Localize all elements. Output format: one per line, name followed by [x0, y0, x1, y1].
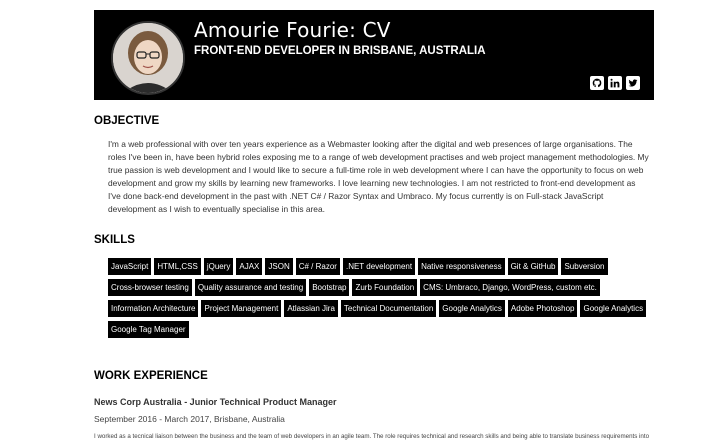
skill-tag: Atlassian Jira: [284, 300, 338, 317]
skill-tag: Adobe Photoshop: [508, 300, 578, 317]
skill-tag: CMS: Umbraco, Django, WordPress, custom etc.: [420, 279, 600, 296]
skill-tag: Zurb Foundation: [352, 279, 417, 296]
skill-tag: Technical Documentation: [341, 300, 436, 317]
tagline: FRONT-END DEVELOPER IN BRISBANE, AUSTRALIA: [194, 45, 486, 57]
skill-tag: .NET development: [343, 258, 415, 275]
skill-tag: Cross-browser testing: [108, 279, 192, 296]
skill-tag: Project Management: [201, 300, 281, 317]
objective-text: I'm a web professional with over ten years experience as a Webmaster looking after the digital and web presences of large organisations. The roles I've been in, have been hybrid roles exposing me to a range of web development practises and web project management methodologies. My true passion is web development and I would like to secure a full-time role in web development where I can have the opportunity to focus on web development and grow my skills by learning new frameworks. I love learning new technologies. I am not restricted to front-end development as I've done back-end development in the past with .NET C# / Razor Syntax and Umbraco. My focus currently is on Full-stack JavaScript development as I wish to eventually specialise in this area.: [108, 139, 649, 214]
skill-tag: HTML,CSS: [154, 258, 200, 275]
skill-tag: Quality assurance and testing: [195, 279, 306, 296]
skill-tag: Git & GitHub: [508, 258, 559, 275]
job-dates: September 2016 - March 2017, Brisbane, Australia: [94, 414, 285, 424]
skill-tag: Google Analytics: [580, 300, 646, 317]
skill-tag: jQuery: [204, 258, 234, 275]
work-heading: WORK EXPERIENCE: [94, 370, 208, 382]
cv-body: [94, 0, 654, 446]
skills-heading: SKILLS: [94, 234, 135, 246]
skill-tag: Bootstrap: [309, 279, 349, 296]
page-title: Amourie Fourie: CV: [194, 18, 391, 42]
skills-list: [108, 258, 648, 338]
job-description: I worked as a tecnical liaison between the business and the team of web developers in an agile team. The role requires technical and research skills and being able to translate business requirements into: [94, 433, 650, 440]
skill-tag: Google Tag Manager: [108, 321, 189, 338]
skill-tag: JSON: [265, 258, 292, 275]
skill-tag: Google Analytics: [439, 300, 505, 317]
objective-heading: OBJECTIVE: [94, 115, 160, 127]
skill-tag: JavaScript: [108, 258, 151, 275]
job-title: News Corp Australia - Junior Technical Product Manager: [94, 397, 337, 407]
skill-tag: C# / Razor: [296, 258, 340, 275]
skill-tag: AJAX: [236, 258, 262, 275]
skill-tag: Subversion: [561, 258, 607, 275]
skill-tag: Native responsiveness: [418, 258, 504, 275]
skill-tag: Information Architecture: [108, 300, 198, 317]
